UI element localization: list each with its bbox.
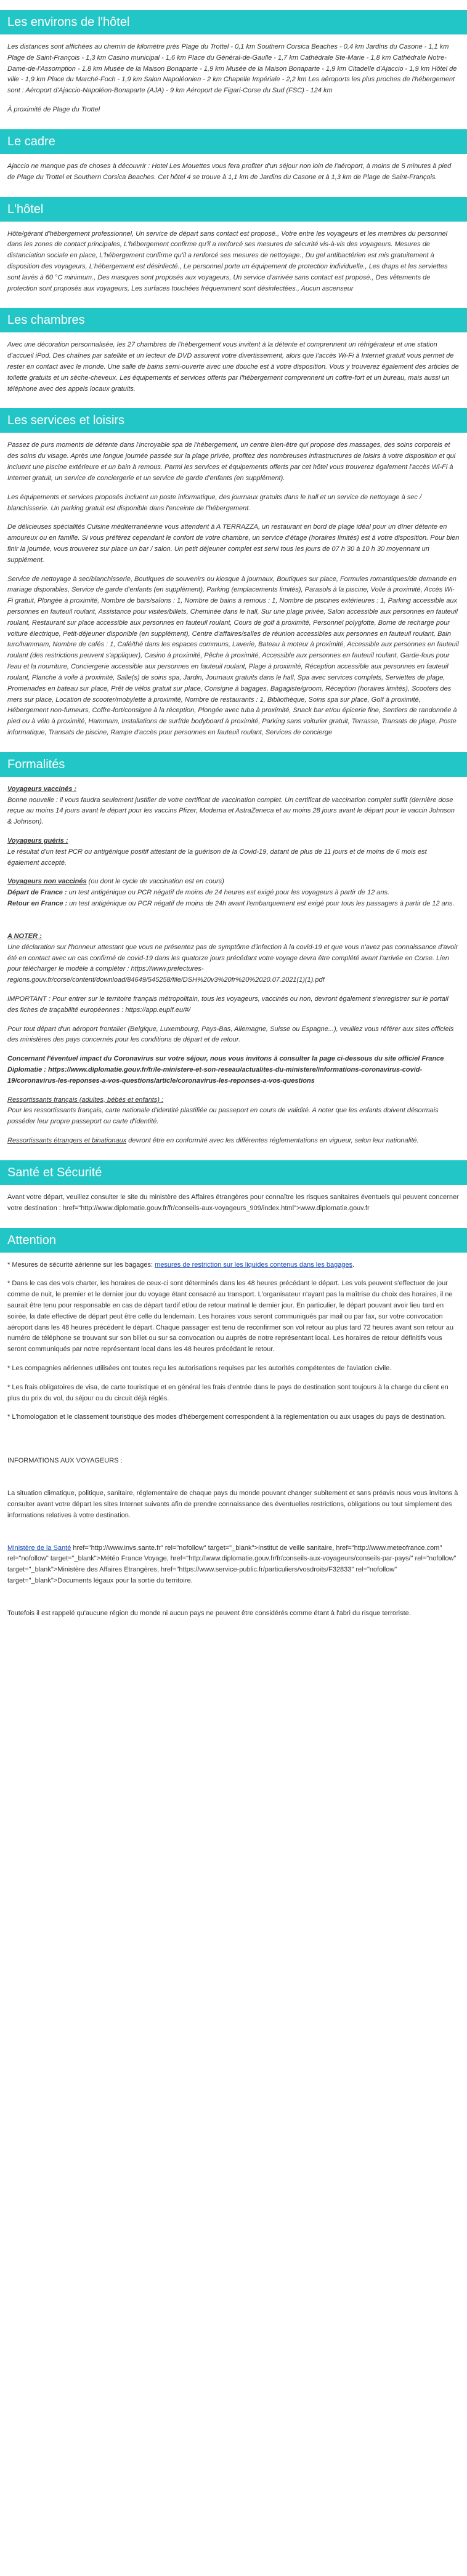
environs-content xyxy=(0,42,467,116)
concernant-text: Concernant l'éventuel impact du Coronavirus sur votre séjour, nous vous invitons à consulter la page ci-dessous du site officiel France Diplomatie : https://www.diplomatie.gouv.fr/fr/le-ministere-et-son-reseau/actualites-du-ministere/informations-coronavirus-covid-19/coronavirus-les-reponses-a-vos-questions/article/coronavirus-les-reponses-a-vos-questions xyxy=(7,1055,444,1085)
attention-visa-text: * Les frais obligatoires de visa, de carte touristique et en général les frais d'entrée dans le pays de destination sont toujours à la charge du client en plus du prix du vol, du séjour ou du circuit déjà réglés. xyxy=(7,1383,449,1402)
important-text: IMPORTANT : Pour entrer sur le territoire français métropolitain, tous les voyageurs, vaccinés ou non, devront également s'enregistrer sur le portail des fiches de traçabilité européennes : https://app.euplf.eu/#/ xyxy=(7,995,449,1014)
etrangers-text: devront être en conformité avec les différentes réglementations en vigueur, selon leur nationalité. xyxy=(126,1137,419,1145)
vaccines-text: Bonne nouvelle : il vous faudra seulement justifier de votre certificat de vaccination complet. Un certificat de vaccination complet suffit (dernière dose reçue au moins 14 jours avant le départ pour les vaccins Pfizer, Moderna et AstraZeneca et au moins 28 jours avant le départ pour le vaccin Johnson & Johnson). xyxy=(7,796,455,826)
etrangers-heading: Ressortissants étrangers et binationaux xyxy=(7,1137,127,1145)
section-title-sante: Santé et Sécurité xyxy=(0,1160,467,1185)
spacer xyxy=(7,918,460,931)
environs-proximity-text: À proximité de Plage du Trottel xyxy=(7,106,100,114)
attention-baggage-text xyxy=(7,1260,460,1271)
section-attention xyxy=(0,1228,467,1619)
section-environs xyxy=(0,10,467,116)
sante-text: Avant votre départ, veuillez consulter le site du ministère des Affaires étrangères pour connaître les risques sanitaires éventuels qui peuvent concerner votre destination : href="http://www.diplomatie.gouv.fr/fr/conseils-aux-voyageurs_909/index.html">www.diplomatie.gouv.fr xyxy=(7,1193,459,1212)
services-restaurant-text: De délicieuses spécialités Cuisine méditerranéenne vous attendent à A TERRAZZA, un restaurant en bord de plage idéal pour un dîner détente en amoureux ou en famille. Si vous préférez cependant le confort de votre chambre, un service d'étage (horaires limités) est à votre disposition. Pour bien finir la journée, vous trouverez sur place un bar / salon. Un petit déjeuner complet est servi tous les jours de 07 h 30 à 10 h 30 moyennant un supplément. xyxy=(7,523,460,564)
section-sante xyxy=(0,1160,467,1214)
nonvac-heading: Voyageurs non vaccinés xyxy=(7,878,87,886)
cadre-content xyxy=(0,161,467,183)
baggage-suffix: . xyxy=(352,1261,355,1269)
depart-heading: Départ de France : xyxy=(7,889,67,897)
attention-airlines-text: * Les compagnies aériennes utilisées ont toutes reçu les autorisations requises par les autorités compétentes de l'aviation civile. xyxy=(7,1365,392,1372)
attention-charter-text: * Dans le cas des vols charter, les horaires de ceux-ci sont déterminés dans les 48 heures précédant le départ. Les vols peuvent s'effectuer de jour comme de nuit, le premier et le dernier jour du voyage étant consacré au transport. L'organisateur n'ayant pas la maîtrise du choix des horaires, il ne saurait être tenu pour responsable en cas de départ tardif et/ou de retour matinal le dernier jour. En particulier, le départ pouvant avoir lieu tard en soirée, la date effective de départ peut être celle du lendemain. Les horaires vous seront communiqués par mail ou par fax, sur votre convocation aéroport dans les 48 heures précédent le départ. Chaque passager est tenu de reconfirmer son vol retour au plus tard 72 heures avant son retour au numéro de téléphone se trouvant sur son billet ou sur sa convocation ou auprès de notre représentant local. Les horaires de retour définitifs vous seront communiqués par notre représentant local dans les 48 heures précédant le retour. xyxy=(7,1280,454,1354)
nonvac-block xyxy=(7,877,460,909)
vaccines-block xyxy=(7,784,460,828)
attention-content xyxy=(0,1260,467,1619)
services-content xyxy=(0,440,467,738)
info-text: La situation climatique, politique, sanitaire, réglementaire de chaque pays du monde pouvant changer subitement et sans préavis nous vous invitons à consulter avant votre départ les sites Internet suivants afin de prendre connaissance des éventuelles restrictions, obligations ou tout simplement des informations relatives à votre destination. xyxy=(7,1490,458,1519)
spacer xyxy=(7,1530,460,1543)
anoter-text: Une déclaration sur l'honneur attestant que vous ne présentez pas de symptôme d'infection à la covid-19 et que vous n'avez pas connaissance d'avoir été en contact avec un cas confirmé de covid-19 dans les quatorze jours précédant votre voyage devra être complété avant l'arrivée en Corse. Lien pour télécharger le modèle à compléter : https://www.prefectures-regions.gouv.fr/corse/content/download/84649/545258/file/DSH%20v3%20fr%20%2020.07.2021(1)(1).pdf xyxy=(7,943,458,984)
section-title-chambres: Les chambres xyxy=(0,308,467,332)
section-formalites xyxy=(0,752,467,1147)
section-title-hotel: L'hôtel xyxy=(0,197,467,222)
chambres-content xyxy=(0,340,467,395)
hotel-content xyxy=(0,229,467,295)
section-cadre xyxy=(0,129,467,183)
formalites-content xyxy=(0,784,467,1147)
etrangers-block xyxy=(7,1136,460,1147)
section-title-attention: Attention xyxy=(0,1228,467,1253)
frontalier-text: Pour tout départ d'un aéroport frontalier (Belgique, Luxembourg, Pays-Bas, Allemagne, Suisse ou Espagne...), veuillez vous référer aux sites officiels des ministères des pays concernés pour les conditions de départ et de retour. xyxy=(7,1025,454,1044)
cadre-text: Ajaccio ne manque pas de choses à découvrir : Hotel Les Mouettes vous fera profiter d'un séjour non loin de l'aéroport, à moins de 5 minutes à pied de Plage du Trottel et Southern Corsica Beaches. Cet hôtel 4 se trouve à 1,1 km de Jardins du Casone et à 1,3 km de Plage de Saint-François. xyxy=(7,162,452,181)
info-heading: INFORMATIONS AUX VOYAGEURS : xyxy=(7,1457,123,1465)
services-spa-text: Passez de purs moments de détente dans l'incroyable spa de l'hébergement, un centre bien-être qui propose des massages, des soins corporels et des soins du visage. Après une longue journée passée sur la plage privée, profitez des nombreuses infrastructures de loisirs à votre disposition et qui incluent une piscine extérieure et un bain à remous. Parmi les services et équipements offerts par cet hôtel vous trouverez également l'accès Wi-Fi à Internet gratuit, un service de conciergerie et un service de garde d'enfants (en supplément). xyxy=(7,441,456,482)
vaccines-heading: Voyageurs vaccinés : xyxy=(7,785,77,793)
hotel-text: Hôte/gérant d'hébergement professionnel, Un service de départ sans contact est proposé., Votre entre les voyageurs et les membres du personnel dans les zones de contact principales, L'hébergement confirme qu'il a renforcé ses mesures de sécurité vis-à-vis des voyageurs. Mesures de distanciation sociale en place, L'hébergement confirme qu'il a renforcé ses mesures de nettoyage., Du gel antibactérien est mis gratuitement à disposition des voyageurs, L'hébergement est désinfecté., Le personnel porte un équipement de protection individuelle., Les draps et les serviettes sont lavés à 60 °C minimum., Des masques sont proposés aux voyageurs, Un service d'arrivée sans contact est proposé., Des vêtements de protection sont proposés aux voyageurs, Les surfaces touchées fréquemment sont désinfectées., Aucun ascenseur xyxy=(7,230,448,292)
section-title-cadre: Le cadre xyxy=(0,129,467,154)
section-title-formalites: Formalités xyxy=(0,752,467,777)
section-chambres xyxy=(0,308,467,395)
services-equipment-text: Les équipements et services proposés incluent un poste informatique, des journaux gratuits dans le hall et un service de nettoyage à sec / blanchisserie. Un parking gratuit est disponible dans l'enceinte de l'hébergement. xyxy=(7,493,422,512)
anoter-heading: A NOTER : xyxy=(7,932,42,940)
retour-text: un test antigénique ou PCR négatif de moins de 24h avant l'embarquement est exigé pour tous les passagers à partir de 12 ans. xyxy=(67,900,455,908)
depart-text: un test antigénique ou PCR négatif de moins de 24 heures est exigé pour les voyageurs à partir de 12 ans. xyxy=(67,889,390,897)
liquid-restriction-link[interactable]: mesures de restriction sur les liquides contenus dans les bagages xyxy=(155,1261,353,1269)
section-title-environs: Les environs de l'hôtel xyxy=(0,10,467,34)
links-block xyxy=(7,1543,460,1587)
retour-heading: Retour en France : xyxy=(7,900,68,908)
ministere-sante-link[interactable]: Ministère de la Santé xyxy=(7,1544,71,1552)
services-list-text: Service de nettoyage à sec/blanchisserie, Boutiques de souvenirs ou kiosque à journaux, Boutiques sur place, Formules romantiques/de demande en mariage disponibles, Service de garde d'enfants (en supplément), Parking (emplacements limités), Parasols à la piscine, Voile à proximité, Accès Wi-Fi gratuit, Plongée à proximité, Nombre de bars/salons : 1, Nombre de bains à remous : 1, Nombre de piscines extérieures : 1, Parking accessible aux personnes en fauteuil roulant, Assistance pour visites/billets, Cheminée dans le hall, Sur une plage privée, Salon accessible aux personnes en fauteuil roulant, Restaurant sur place accessible aux personnes en fauteuil roulant, Cours de golf à proximité, Personnel polyglotte, Borne de recharge pour voiture électrique, Petit-déjeuner disponible (en supplément), Centre d'affaires/salles de réunion accessibles aux personnes en fauteuil roulant, Bain turc/hammam, Nombre de cafés : 1, Café/thé dans les espaces communs, Laverie, Bateau à moteur à proximité, Accessible aux personnes en fauteuil roulant (des restrictions peuvent s'appliquer), Casino à proximité, Pêche à proximité, Accessible aux personnes en fauteuil roulant, Garde-fous pour l'eau et la nourriture, Conciergerie accessible aux personnes en fauteuil roulant, Plage à proximité, Réception accessible aux personnes en fauteuil roulant, Planche à voile à proximité, Salle(s) de soins spa, Jardin, Journaux gratuits dans le hall, Spa avec services complets, Serviettes de plage, Promenades en bateau sur place, Prêt de vélos gratuit sur place, Consigne à bagages, Bagagiste/groom, Réception (horaires limités), Scooters des mers sur place, Location de scooter/mobylette à proximité, Nombre de restaurants : 1, Bibliothèque, Soins spa sur place, Golf à proximité, Hébergement non-fumeurs, Coffre-fort/consigne à la réception, Plongée avec tuba à proximité, Snack bar et/ou épicerie fine, Sentiers de randonnée à pied ou à vélo à proximité, Hammam, Installations de surf/de bodyboard à proximité, Parking sans voiturier gratuit, Terrasse, Transats de plage, Poste informatique, Transats de piscine, Rampe d'accès pour personnes en fauteuil roulant, Services de concierge xyxy=(7,575,459,736)
links-text: href="http://www.invs.sante.fr" rel="nofollow" target="_blank">Institut de veille sanitaire, href="http://www.meteofrance.com" rel="nofollow" target="_blank">Météo France Voyage, href="http://www.diplomatie.gouv.fr/fr/conseils-aux-voyageurs/conseils-par-pays/" rel="nofollow" target="_blank">Ministère des Affaires Etrangères, href="https://www.service-public.fr/particuliers/vosdroits/F32833" rel="nofollow" target="_blank">Documents légaux pour la sortie du territoire. xyxy=(7,1544,457,1584)
section-title-services: Les services et loisirs xyxy=(0,408,467,433)
spacer xyxy=(7,1431,460,1456)
terrorism-text: Toutefois il est rappelé qu'aucune région du monde ni aucun pays ne peuvent être considérés comme étant à l'abri du risque terroriste. xyxy=(7,1609,411,1617)
sante-content xyxy=(0,1192,467,1214)
gueris-text: Le résultat d'un test PCR ou antigénique positif attestant de la guérison de la Covid-19, datant de plus de 11 jours et de moins de 6 mois est également accepté. xyxy=(7,848,427,867)
section-hotel xyxy=(0,197,467,295)
baggage-prefix: * Mesures de sécurité aérienne sur les bagages: xyxy=(7,1261,155,1269)
anoter-block xyxy=(7,931,460,986)
ressortissants-block xyxy=(7,1095,460,1128)
environs-distances-text: Les distances sont affichées au chemin de kilomètre près Plage du Trottel - 0,1 km Southern Corsica Beaches - 0,4 km Jardins du Casone - 1,1 km Plage de Saint-François - 1,3 km Casino municipal - 1,6 km Place du Général-de-Gaulle - 1,7 km Cathédrale Ste-Marie - 1,8 km Cathédrale Notre-Dame-de-l'Assomption - 1,8 km Musée de la Maison Bonaparte - 1,9 km Musée de la Maison Bonaparte - 1,9 km Citadelle d'Ajaccio - 1,9 km Hôtel de ville - 1,9 km Place du Marché-Foch - 1,9 km Salon Napoléonien - 2 km Chapelle Impériale - 2,2 km Les aéroports les plus proches de l'hébergement sont : Aéroport d'Ajaccio-Napoléon-Bonaparte (AJA) - 9 km Aéroport de Figari-Corse du Sud (FSC) - 124 km xyxy=(7,43,457,95)
spacer xyxy=(7,1475,460,1488)
gueris-heading: Voyageurs guéris : xyxy=(7,837,68,845)
ressortissants-heading: Ressortissants français (adultes, bébés et enfants) : xyxy=(7,1096,164,1104)
attention-classification-text: * L'homologation et le classement touristique des modes d'hébergement correspondent à la réglementation ou aux usages du pays de destination. xyxy=(7,1413,446,1421)
section-services xyxy=(0,408,467,738)
nonvac-suffix: (ou dont le cycle de vaccination est en cours) xyxy=(86,878,224,886)
gueris-block xyxy=(7,836,460,869)
ressortissants-text: Pour les ressortissants français, carte nationale d'identité plastifiée ou passeport en cours de validité. A noter que les enfants doivent désormais posséder leur propre passeport ou carte d'identité. xyxy=(7,1107,439,1126)
spacer xyxy=(7,1595,460,1608)
chambres-text: Avec une décoration personnalisée, les 27 chambres de l'hébergement vous invitent à la détente et comprennent un réfrigérateur et une station d'accueil iPod. Des chaînes par satellite et un lecteur de DVD assurent votre divertissement, alors que l'accès Wi-Fi à Internet gratuit vous permet de rester en contact avec le monde. Une salle de bains semi-ouverte avec une douche est à votre disposition. Vous y trouverez également des articles de toilette gratuits et un sèche-cheveux. Les équipements et services offerts par l'hébergement comprennent un coffre-fort et un bureau, mais aussi un téléphone avec des appels locaux gratuits. xyxy=(7,341,459,393)
